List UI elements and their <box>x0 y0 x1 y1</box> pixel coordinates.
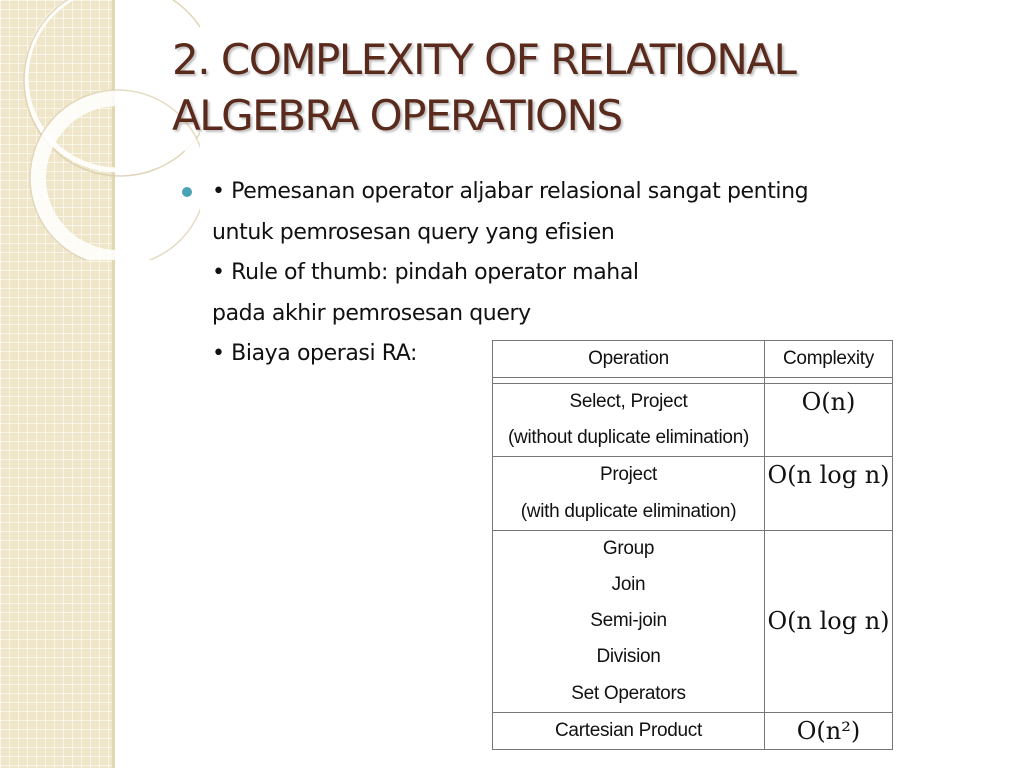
complexity-cell: O(n²) <box>765 712 893 749</box>
operation-cell: Select, Project (without duplicate elimination) <box>493 384 765 457</box>
title-line-2: ALGEBRA OPERATIONS <box>172 91 622 140</box>
complexity-cell: O(n log n) <box>765 457 893 530</box>
body-line: pada akhir pemrosesan query <box>212 300 531 326</box>
header-complexity: Complexity <box>765 341 893 378</box>
table-row <box>493 384 893 457</box>
operation-cell: Group Join Semi-join Division Set Operators <box>493 530 765 712</box>
complexity-cell: O(n) <box>765 384 893 457</box>
complexity-cell: O(n log n) <box>765 530 893 712</box>
header-operation: Operation <box>493 341 765 378</box>
operation-cell: Project (with duplicate elimination) <box>493 457 765 530</box>
slide-title <box>172 32 992 144</box>
table-row <box>493 712 893 749</box>
table-header-row <box>493 341 893 378</box>
decorative-circles <box>0 0 200 260</box>
operations-table <box>492 340 893 750</box>
body-line: • Rule of thumb: pindah operator mahal <box>212 260 639 285</box>
body-line: untuk pemrosesan query yang efisien <box>212 219 615 245</box>
table-row <box>493 530 893 712</box>
operation-cell: Cartesian Product <box>493 712 765 749</box>
title-line-1: 2. COMPLEXITY OF RELATIONAL <box>172 35 796 84</box>
bullet-icon <box>182 187 192 197</box>
table-row <box>493 457 893 530</box>
complexity-table <box>492 340 892 750</box>
body-line: • Pemesanan operator aljabar relasional sangat penting <box>212 179 809 204</box>
body-line: • Biaya operasi RA: <box>212 341 418 366</box>
